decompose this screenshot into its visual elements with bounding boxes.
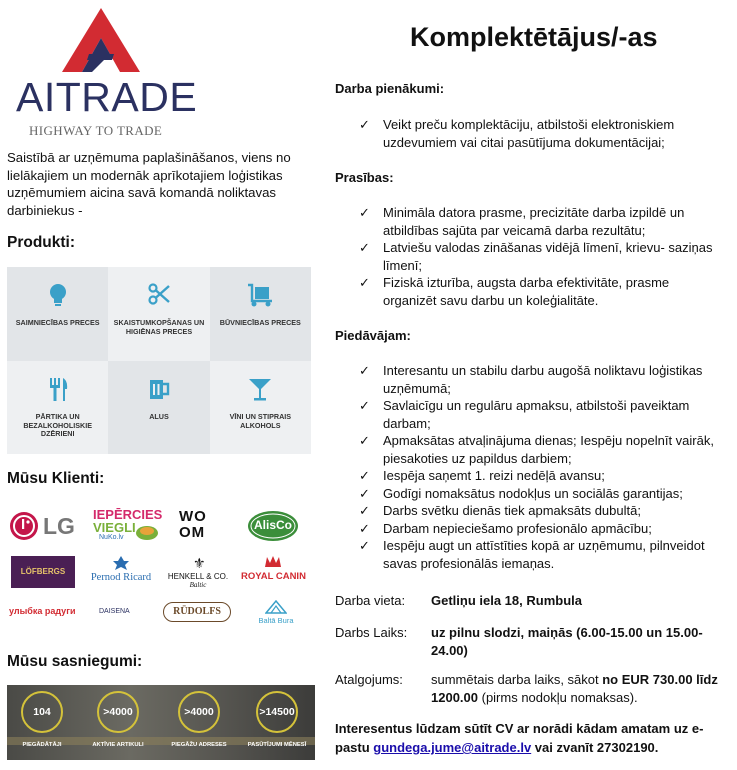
- lightbulb-icon: [7, 283, 108, 307]
- checkmark-icon: ✓: [359, 117, 370, 132]
- job-title: Komplektētājus/-as: [410, 22, 658, 52]
- salary-label: Atalgojums:: [335, 672, 403, 687]
- achievement-label: PIEGĀDĀTĀJI: [22, 742, 62, 748]
- client-logo-woom: WO OM: [179, 508, 207, 541]
- product-tile: [108, 267, 209, 361]
- salary-row: [335, 671, 730, 707]
- checkmark-icon: ✓: [359, 205, 370, 220]
- product-label: ALUS: [149, 412, 169, 421]
- location-value: Getliņu iela 18, Rumbula: [431, 593, 582, 608]
- achievement-articles: [85, 691, 151, 748]
- client-logo-iepercies: IEPĒRCIES VIEGLI NuKo.lv: [93, 507, 163, 541]
- requirements-list: [335, 204, 730, 309]
- achievement-label: AKTĪVIE ARTIKULI: [92, 742, 144, 748]
- checkmark-icon: ✓: [359, 538, 370, 553]
- list-item: ✓ Interesantu un stabilu darbu augošā noliktavu loģistikas uzņēmumā;: [359, 363, 703, 396]
- client-logo-balta-bura: Baltā Bura: [253, 600, 299, 628]
- logo-brand-text: AITRADE: [16, 74, 198, 120]
- list-item: ✓ Apmaksātas atvaļinājuma dienas; Iespēju nopelnīt vairāk, piesakoties uz papildus darbiem;: [359, 433, 714, 466]
- checkmark-icon: ✓: [359, 398, 370, 413]
- fleur-de-lis-icon: ⚜: [193, 555, 206, 571]
- achievement-addresses: [166, 691, 232, 748]
- client-logo-lofbergs: LÖFBERGS: [11, 556, 75, 588]
- product-tile: [210, 361, 311, 454]
- client-logo-lg: LG: [9, 511, 81, 541]
- achievements-banner: [7, 685, 315, 760]
- logo-tagline: HIGHWAY TO TRADE: [29, 123, 163, 138]
- achievement-value: >14500: [256, 691, 298, 733]
- list-item: ✓ Darbs svētku dienās tiek apmaksāts dubultā;: [359, 503, 641, 518]
- achievement-label: PIEGĀŽU ADRESES: [171, 742, 227, 748]
- company-logo: [16, 8, 198, 138]
- duties-heading: Darba pienākumi:: [335, 81, 445, 96]
- checkmark-icon: ✓: [359, 363, 370, 378]
- products-grid: [7, 267, 311, 454]
- list-item: ✓ Darbam nepieciešamo profesionālo apmācību;: [359, 520, 652, 536]
- checkmark-icon: ✓: [359, 485, 370, 501]
- email-link[interactable]: gundega.jume@aitrade.lv: [373, 740, 532, 755]
- fork-knife-icon: [7, 377, 108, 401]
- product-label: SAIMNIECĪBAS PRECES: [15, 318, 100, 327]
- handtruck-icon: [210, 283, 311, 307]
- product-label: BŪVNIECĪBAS PRECES: [219, 318, 301, 327]
- client-logo-daisena: DAISENA: [99, 608, 130, 615]
- logo-triangle-mark: [62, 8, 140, 72]
- client-logo-ulybka-radugi: улыбка радуги: [9, 606, 76, 616]
- product-tile: [7, 361, 108, 454]
- product-label: SKAISTUMKOPŠANAS UN HIGIĒNAS PRECES: [113, 318, 205, 336]
- list-item: ✓ Iespēja saņemt 1. reizi nedēļā avansu;: [359, 468, 605, 483]
- salary-value: summētais darba laiks, sākot no EUR 730.00 līdz 1200.00 (pirms nodokļu nomaksas).: [431, 672, 718, 705]
- checkmark-icon: ✓: [359, 468, 370, 483]
- cocktail-glass-icon: [210, 377, 311, 401]
- clients-heading: Mūsu Klienti:: [7, 470, 105, 487]
- duties-list: [335, 116, 730, 151]
- list-item: ✓ Savlaicīgu un regulāru apmaksu, atbilstoši paveiktam darbam;: [359, 398, 690, 431]
- product-tile: [210, 267, 311, 361]
- client-logo-royal-canin: ROYAL CANIN: [241, 555, 305, 589]
- product-tile: [108, 361, 209, 454]
- list-item: ✓ Minimāla datora prasme, precizitāte darba izpildē un atbildības sajūta par veicamā darba rezultātu;: [359, 205, 685, 238]
- hours-label: Darbs Laiks:: [335, 625, 408, 640]
- list-item: ✓ Iespēju augt un attīstīties kopā ar uzņēmumu, pilnveidot savas profesionālās iemaņas.: [359, 538, 705, 571]
- achievement-value: 104: [21, 691, 63, 733]
- product-label: VĪNI UN STIPRAIS ALKOHOLS: [229, 412, 292, 430]
- client-logo-pernod-ricard: Pernod Ricard: [85, 555, 157, 589]
- clients-logos: [7, 505, 311, 635]
- achievements-heading: Mūsu sasniegumi:: [7, 653, 143, 670]
- client-logo-henkell: ⚜ HENKELL & CO. Baltic: [167, 555, 229, 589]
- checkmark-icon: ✓: [359, 520, 370, 536]
- client-logo-rudolfs: RŪDOLFS: [163, 602, 231, 624]
- checkmark-icon: ✓: [359, 275, 370, 290]
- products-heading: Produkti:: [7, 234, 76, 251]
- requirements-heading: Prasības:: [335, 170, 394, 185]
- list-item: ✓ Fiziskā izturība, augsta darba efektivitāte, prasme organizēt savu darbu un koleģialitāte.: [359, 275, 670, 308]
- beer-mug-icon: [108, 377, 209, 401]
- contact-paragraph: Interesentus lūdzam sūtīt CV ar norādi kādam amatam uz e-pastu gundega.jume@aitrade.lv vai zvanīt 27302190.: [335, 721, 704, 755]
- list-item: ✓ Latviešu valodas zināšanas vidējā līmenī, krievu- saziņas līmenī;: [359, 240, 713, 273]
- hours-value: uz pilnu slodzi, maiņās (6.00-15.00 un 15.00-24.00): [431, 625, 703, 658]
- intro-paragraph: Saistībā ar uzņēmuma paplašināšanos, viens no lielākajiem un modernāk aprīkotajiem loģistikas uzņēmumiem aicina savā komandā noliktavas darbiniekus -: [7, 150, 291, 218]
- product-label: PĀRTIKA UN BEZALKOHOLISKIE DZĒRIENI: [23, 412, 92, 438]
- hours-row: [335, 624, 730, 660]
- checkmark-icon: ✓: [359, 503, 370, 518]
- list-item: ✓ Veikt preču komplektāciju, atbilstoši elektroniskiem uzdevumiem vai citai pasūtījuma dokumentācijai;: [359, 117, 675, 150]
- list-item: ✓ Godīgi nomaksātus nodokļus un sociālās garantijas;: [359, 485, 683, 501]
- checkmark-icon: ✓: [359, 240, 370, 255]
- client-logo-alisco: AlisCo: [247, 510, 299, 542]
- location-row: [335, 592, 730, 612]
- checkmark-icon: ✓: [359, 433, 370, 448]
- offer-list: [335, 362, 730, 572]
- achievement-suppliers: [9, 691, 75, 748]
- company-column: [0, 0, 320, 770]
- job-posting-column: [335, 0, 730, 770]
- product-tile: [7, 267, 108, 361]
- achievement-value: >4000: [97, 691, 139, 733]
- scissors-icon: [108, 283, 209, 307]
- achievement-orders: [244, 691, 310, 748]
- offer-heading: Piedāvājam:: [335, 328, 411, 343]
- achievement-value: >4000: [178, 691, 220, 733]
- location-label: Darba vieta:: [335, 593, 406, 608]
- achievement-label: PASŪTĪJUMI MĒNESĪ: [247, 742, 307, 748]
